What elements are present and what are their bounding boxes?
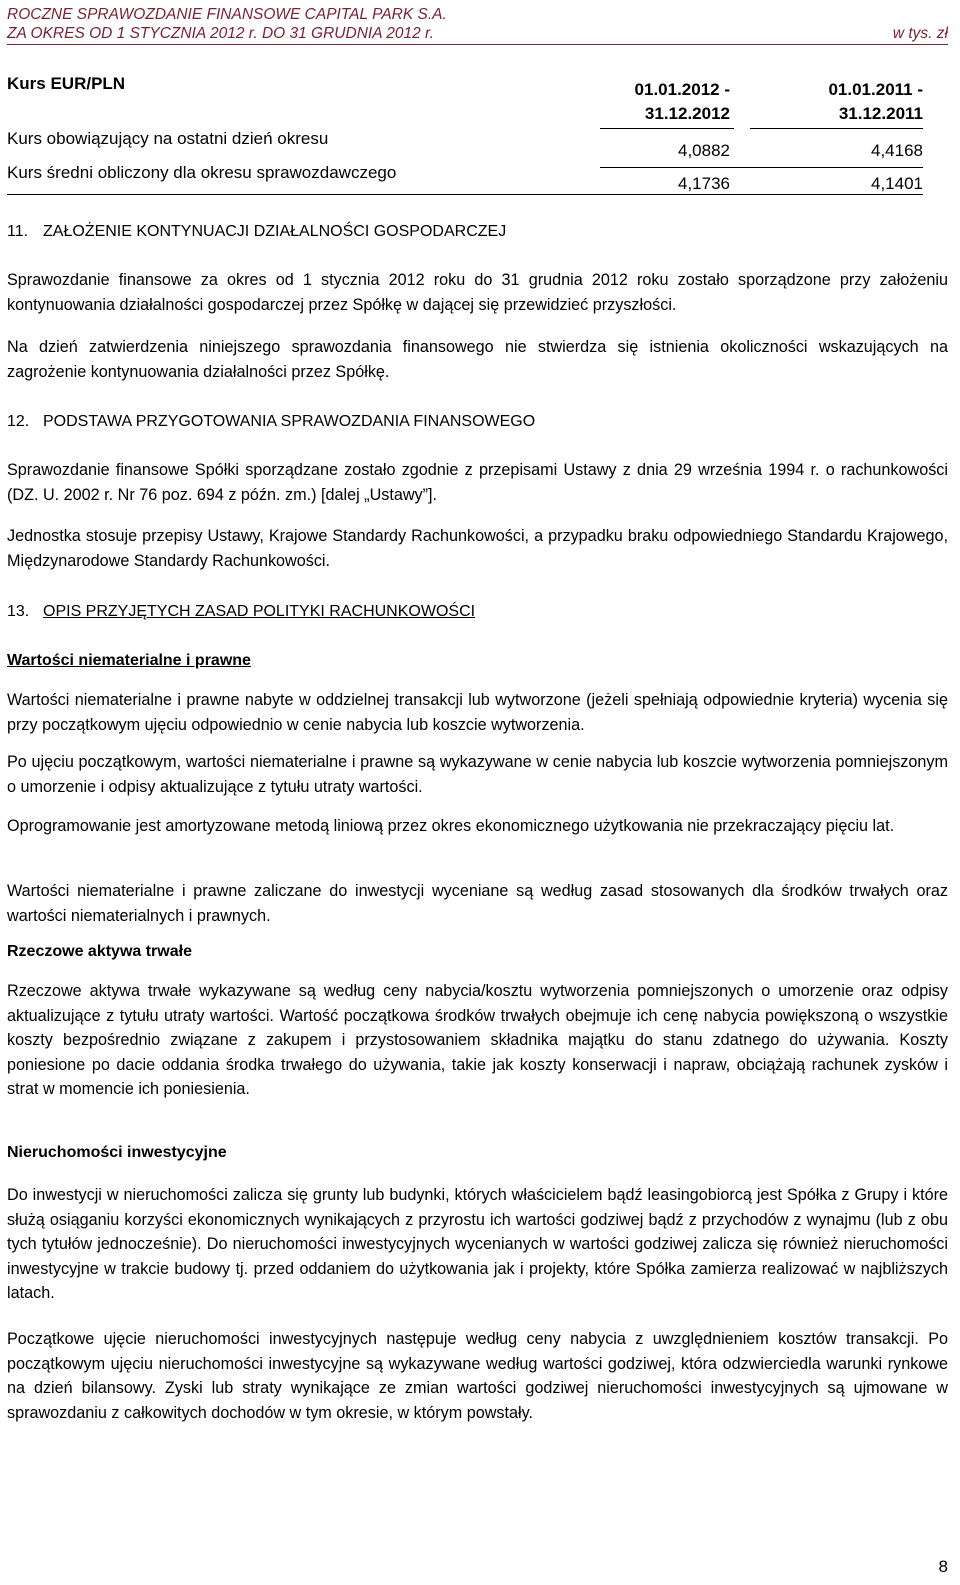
section-11-paragraph-1: Sprawozdanie finansowe za okres od 1 stycznia 2012 roku do 31 grudnia 2012 roku zostało sporządzone przy założeniu kontynuowania działalności gospodarczej przez Spółkę w dającej się przewidzieć przyszłości. xyxy=(7,271,948,314)
intangibles-paragraph-2: Po ujęciu początkowym, wartości niematerialne i prawne są wykazywane w cenie nabycia lub koszcie wytworzenia pomniejszonym o umorzenie i odpisy aktualizujące z tytułu utraty wartości. xyxy=(7,753,948,796)
fixed-assets-paragraph-1: Rzeczowe aktywa trwałe wykazywane są według ceny nabycia/kosztu wytworzenia pomniejszonych o umorzenie oraz odpisy aktualizujące z tytułu utraty wartości. Wartość początkowa środków trwałych obejmuje ich cenę nabycia powiększoną o wszystkie koszty bezpośrednio związane z zakupem i przystosowaniem składnika majątku do stanu zdatnego do używania. Koszty poniesione po dacie oddania środka trwałego do używania, takie jak koszty konserwacji i napraw, obciążają rachunek zysków i strat w momencie ich poniesienia. xyxy=(7,982,948,1099)
section-title: ZAŁOŻENIE KONTYNUACJI DZIAŁALNOŚCI GOSPODARCZEJ xyxy=(43,223,507,240)
section-12-paragraph-2: Jednostka stosuje przepisy Ustawy, Krajowe Standardy Rachunkowości, a przypadku braku odpowiedniego Standardu Krajowego, Międzynarodowe Standardy Rachunkowości. xyxy=(7,527,948,570)
subsection-fixed-assets-heading: Rzeczowe aktywa trwałe xyxy=(7,943,192,960)
investment-property-paragraph-1: Do inwestycji w nieruchomości zalicza się grunty lub budynki, których właścicielem bądź leasingobiorcą jest Spółka z Grupy i które służą osiąganiu korzyści ekonomicznych wynikających z przyrostu ich wartości godziwej bądź z przychodów z wynajmu (lub z obu tych tytułów jednocześnie). Do nieruchomości inwestycyjnych wycenianych w wartości godziwej zalicza się również nieruchomości inwestycyjne w trakcie budowy tj. przed oddaniem do użytkowania jak i projekty, które Spółka zamierza realizować w najbliższych latach. xyxy=(7,1186,948,1303)
fx-col-2011-rule xyxy=(750,128,923,129)
section-11-paragraph-2: Na dzień zatwierdzenia niniejszego sprawozdania finansowego nie stwierdza się istnienia okoliczności wskazujących na zagrożenie kontynuowania działalności przez Spółkę. xyxy=(7,338,948,381)
header-company: ROCZNE SPRAWOZDANIE FINANSOWE CAPITAL PARK S.A. xyxy=(7,6,447,23)
section-13-heading xyxy=(7,603,475,621)
fx-row-rule xyxy=(600,167,923,168)
section-12-paragraph-1: Sprawozdanie finansowe Spółki sporządzane zostało zgodnie z przepisami Ustawy z dnia 29 września 1994 r. o rachunkowości (DZ. U. 2002 r. Nr 76 poz. 694 z późn. zm.) [dalej „Ustawy”]. xyxy=(7,461,948,504)
fx-row-value-2012: 4,1736 xyxy=(678,174,730,193)
section-title: PODSTAWA PRZYGOTOWANIA SPRAWOZDANIA FINANSOWEGO xyxy=(43,413,536,430)
subsection-intangibles-heading: Wartości niematerialne i prawne xyxy=(7,652,251,669)
header-rule xyxy=(7,44,948,45)
fx-row-label: Kurs obowiązujący na ostatni dzień okresu xyxy=(7,129,329,148)
fx-col-2012-line1: 01.01.2012 - xyxy=(634,80,730,99)
fx-row-label: Kurs średni obliczony dla okresu sprawozdawczego xyxy=(7,163,397,182)
fx-col-2012-rule xyxy=(600,128,734,129)
section-number: 11. xyxy=(7,223,29,240)
fx-row-value-2011: 4,1401 xyxy=(871,174,923,193)
section-number: 12. xyxy=(7,413,30,430)
section-12-heading xyxy=(7,413,535,431)
intangibles-paragraph-1: Wartości niematerialne i prawne nabyte w oddzielnej transakcji lub wytworzone (jeżeli spełniają odpowiednie kryteria) wycenia się przy początkowym ujęciu odpowiednio w cenie nabycia lub koszcie wytworzenia. xyxy=(7,691,948,734)
intangibles-paragraph-3: Oprogramowanie jest amortyzowane metodą liniową przez okres ekonomicznego użytkowania nie przekraczający pięciu lat. xyxy=(7,817,895,835)
fx-col-2011-line1: 01.01.2011 - xyxy=(828,80,923,99)
fx-row-value-2012: 4,0882 xyxy=(678,141,730,160)
section-11-heading xyxy=(7,223,506,241)
intangibles-paragraph-4: Wartości niematerialne i prawne zaliczane do inwestycji wyceniane są według zasad stosowanych dla środków trwałych oraz wartości niematerialnych i prawnych. xyxy=(7,882,948,925)
fx-table-bottom-rule xyxy=(7,194,923,195)
fx-table-title: Kurs EUR/PLN xyxy=(7,74,126,93)
subsection-investment-property-heading: Nieruchomości inwestycyjne xyxy=(7,1144,227,1161)
fx-row-value-2011: 4,4168 xyxy=(871,141,923,160)
section-title: OPIS PRZYJĘTYCH ZASAD POLITYKI RACHUNKOWOŚCI xyxy=(43,603,476,620)
fx-col-2011-line2: 31.12.2011 xyxy=(838,104,923,123)
section-number: 13. xyxy=(7,603,30,620)
fx-col-2012-line2: 31.12.2012 xyxy=(644,104,730,123)
header-unit: w tys. zł xyxy=(892,25,948,42)
investment-property-paragraph-2: Początkowe ujęcie nieruchomości inwestycyjnych następuje według ceny nabycia z uwzględnieniem kosztów transakcji. Po początkowym ujęciu nieruchomości inwestycyjne są wykazywane według wartości godziwej, która odzwierciedla warunki rynkowe na dzień bilansowy. Zyski lub straty wynikające ze zmian wartości godziwej nieruchomości inwestycyjnych są ujmowane w sprawozdaniu z całkowitych dochodów w tym okresie, w którym powstały. xyxy=(7,1330,948,1422)
page-number: 8 xyxy=(938,1557,948,1576)
header-period: ZA OKRES OD 1 STYCZNIA 2012 r. DO 31 GRUDNIA 2012 r. xyxy=(7,25,434,42)
